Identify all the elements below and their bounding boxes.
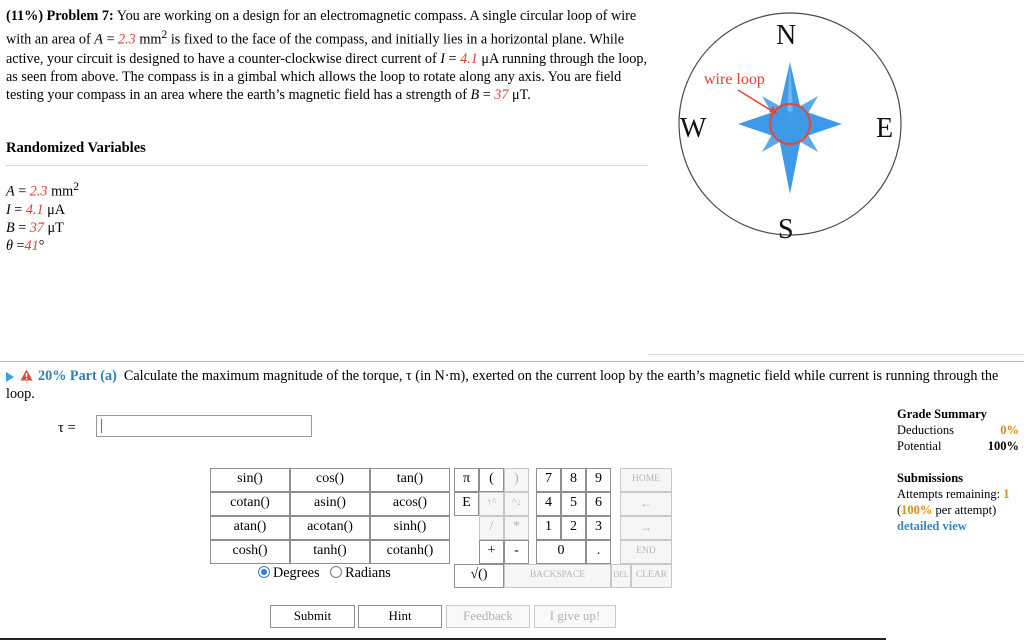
key-3[interactable]: 3 [586, 516, 611, 540]
part-divider [0, 361, 1024, 362]
key-left-arrow[interactable]: ← [620, 492, 672, 516]
rv-I-unit: μA [47, 201, 65, 218]
key-acos[interactable]: acos() [370, 492, 450, 516]
key-sin[interactable]: sin() [210, 468, 290, 492]
give-up-button[interactable]: I give up! [534, 605, 616, 628]
degrees-radio[interactable] [258, 566, 270, 578]
radians-radio[interactable] [330, 566, 342, 578]
key-sinh[interactable]: sinh() [370, 516, 450, 540]
angle-mode-selector [258, 565, 391, 582]
key-open-paren[interactable]: ( [479, 468, 504, 492]
degrees-label: Degrees [273, 565, 320, 581]
per-attempt-text: per attempt) [935, 503, 997, 517]
rv-A-value: 2.3 [29, 183, 48, 200]
key-multiply[interactable]: * [504, 516, 529, 540]
problem-text-2: is fixed to the face of the compass, and initially lies in a horizontal plane. While active, your circuit is designed to have a counter-clockwise direct current of [6, 32, 625, 67]
deductions-label: Deductions [897, 423, 954, 437]
key-6[interactable]: 6 [586, 492, 611, 516]
divider [6, 165, 648, 166]
detailed-view-link[interactable]: detailed view [897, 519, 967, 533]
rv-B-unit: μT [47, 219, 64, 236]
compass-west: W [680, 113, 707, 144]
key-end[interactable]: END [620, 540, 672, 564]
key-right-arrow[interactable]: → [620, 516, 672, 540]
key-8[interactable]: 8 [561, 468, 586, 492]
hint-button[interactable]: Hint [358, 605, 442, 628]
rv-I: I = 4.1 μA [6, 201, 65, 218]
key-2[interactable]: 2 [561, 516, 586, 540]
var-I-value: 4.1 [460, 50, 478, 67]
per-attempt-row: (100% per attempt) [897, 503, 997, 517]
rv-B-value: 37 [29, 219, 44, 236]
var-I-unit: μA [481, 50, 499, 67]
attempts-row [897, 486, 1019, 502]
key-cotanh[interactable]: cotanh() [370, 540, 450, 564]
rv-theta: θ =41° [6, 237, 45, 254]
var-A-symbol: A [94, 32, 103, 49]
key-cosh[interactable]: cosh() [210, 540, 290, 564]
key-home[interactable]: HOME [620, 468, 672, 492]
grade-summary [897, 406, 1019, 534]
problem-statement: (11%) Problem 7: You are working on a design for an electromagnetic compass. A single circular loop of wire with an area of A = 2.3 $mm^2$ is fixed to the face of the compass, and initially lies in a horizontal plane. While active, your circuit is designed to have a counter-clockwise direct current of I = 4.1 μA running through the loop, as seen from above. The compass is in a gimbal which allows the loop to rotate along any axis. You are field testing your compass in an area where the earth’s magnetic field has a strength of B = 37 μT. [6, 8, 647, 104]
problem-percent: (11%) [6, 8, 44, 24]
key-4[interactable]: 4 [536, 492, 561, 516]
var-A-value: 2.3 [118, 32, 136, 49]
var-I-symbol: I [440, 50, 445, 67]
key-clear[interactable]: CLEAR [631, 564, 672, 588]
compass-figure [672, 0, 918, 246]
key-plus[interactable]: + [479, 540, 504, 564]
divider [648, 354, 1024, 355]
var-B-unit: μT [512, 87, 528, 104]
key-minus[interactable]: - [504, 540, 529, 564]
potential-row [897, 438, 1019, 454]
potential-label: Potential [897, 439, 942, 453]
radians-label: Radians [345, 565, 391, 581]
key-decimal[interactable]: . [586, 540, 611, 564]
submit-button[interactable]: Submit [270, 605, 355, 628]
key-close-paren[interactable]: ) [504, 468, 529, 492]
attempts-value: 1 [1003, 487, 1010, 501]
var-B-value: 37 [494, 87, 509, 104]
key-exp-E[interactable]: E [454, 492, 479, 516]
compass-south: S [778, 214, 794, 245]
rv-A-unit: mm [51, 183, 74, 200]
key-power-up[interactable]: ↑^ [479, 492, 504, 516]
grade-summary-title: Grade Summary [897, 407, 987, 421]
answer-input[interactable] [96, 415, 312, 437]
rv-A: A = 2.3 $mm^2$ [6, 179, 80, 200]
key-0[interactable]: 0 [536, 540, 586, 564]
key-1[interactable]: 1 [536, 516, 561, 540]
answer-label: τ = [58, 420, 76, 436]
input-caret [101, 419, 102, 433]
key-backspace[interactable]: BACKSPACE [504, 564, 611, 588]
deductions-value: 0% [1000, 423, 1019, 437]
randomized-variables-title: Randomized Variables [6, 140, 146, 156]
problem-text-1: You are working on a design for an electromagnetic compass. A single circular loop of wire with an area of [6, 8, 637, 49]
submissions-title: Submissions [897, 471, 964, 485]
problem-label: Problem 7: [46, 8, 114, 24]
feedback-button[interactable]: Feedback [446, 605, 530, 628]
key-pi[interactable]: π [454, 468, 479, 492]
key-9[interactable]: 9 [586, 468, 611, 492]
key-divide[interactable]: / [479, 516, 504, 540]
key-sqrt[interactable]: √() [454, 564, 504, 588]
rv-theta-unit: ° [38, 237, 45, 254]
key-power-down[interactable]: ^↓ [504, 492, 529, 516]
key-atan[interactable]: atan() [210, 516, 290, 540]
key-tan[interactable]: tan() [370, 468, 450, 492]
rv-theta-symbol: θ [6, 237, 13, 254]
key-del[interactable]: DEL [611, 564, 631, 588]
key-cos[interactable]: cos() [290, 468, 370, 492]
deductions-row [897, 422, 1019, 438]
part-a-label: Part (a) [69, 368, 117, 384]
expand-triangle-icon[interactable] [6, 372, 14, 382]
potential-value: 100% [987, 439, 1019, 453]
rv-I-value: 4.1 [25, 201, 44, 218]
compass-east: E [876, 113, 894, 144]
wire-loop-label: wire loop [704, 71, 765, 88]
rv-theta-value: 41 [24, 237, 39, 254]
var-A-unit: mm [139, 32, 162, 49]
key-cotan[interactable]: cotan() [210, 492, 290, 516]
key-acotan[interactable]: acotan() [290, 516, 370, 540]
key-5[interactable]: 5 [561, 492, 586, 516]
per-attempt-percent: 100% [901, 503, 933, 517]
compass-north: N [776, 20, 797, 51]
randomized-variables-list [6, 177, 79, 255]
rv-B: B = 37 μT [6, 219, 64, 236]
part-a-percent: 20% [38, 368, 67, 384]
part-a-text: Calculate the maximum magnitude of the torque, τ (in N·m), exerted on the current loop by the earth’s magnetic field while current is running through the loop. [6, 368, 999, 403]
attempts-label: Attempts remaining: [897, 487, 1001, 501]
var-B-symbol: B [470, 87, 480, 104]
key-7[interactable]: 7 [536, 468, 561, 492]
part-a-question [6, 367, 1006, 404]
warning-icon [20, 369, 33, 381]
key-asin[interactable]: asin() [290, 492, 370, 516]
problem-text-3: running through the loop, as seen from above. The compass is in a gimbal which allows the loop to rotate along any axis. You are field testing your compass in an area where the earth’s magnetic field has a strength of [6, 50, 647, 104]
key-tanh[interactable]: tanh() [290, 540, 370, 564]
